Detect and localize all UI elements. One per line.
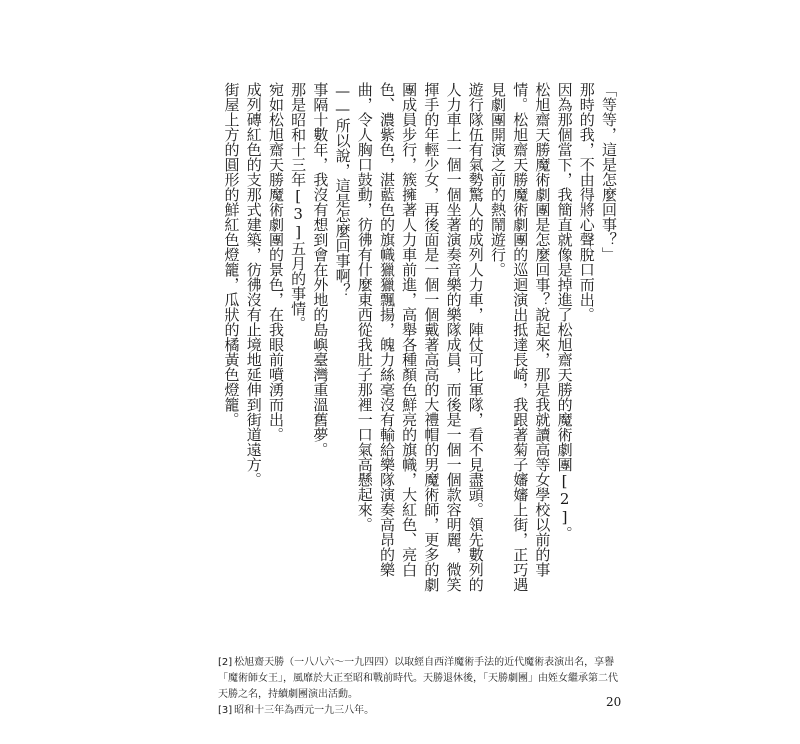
paragraph-1: 「等等，這是怎麼回事？」 [600,82,618,262]
footnote-text: 松旭齋天勝（一八八六～一九四四）以取經自西洋魔術手法的近代魔術表演出名，享譽「魔術師女王」，風靡於大正至昭和戰前時代。天勝退休後，「天勝劇團」由姪女繼承第二代天勝之名，持續劇團演出活動。 [218,657,618,700]
paragraph-8: 那是昭和十三年[3]五月的事情。 [289,82,308,331]
paragraph-4: 松旭齋天勝魔術劇團是怎麼回事？說起來，那是我就讀高等女學校以前的事情。松旭齋天勝魔術劇團的巡迴演出抵達長崎，我跟著菊子嬸嬸上街，正巧遇見劇團開演之前的熱鬧遊行。 [488,82,552,592]
footnote-text: 昭和十三年為西元一九三八年。 [234,705,375,716]
page-number: 20 [606,695,622,709]
footnote-mark: [2] [218,657,233,668]
vertical-body-text [220,82,620,602]
paragraph-7: 事隔十數年，我沒有想到會在外地的島嶼臺灣重溫舊夢。 [311,82,330,457]
footnote-3 [218,703,618,719]
paragraph-11: 街屋上方的圓形的鮮紅色燈籠，瓜狀的橘黃色燈籠。 [222,82,241,427]
paragraph-5: 遊行隊伍有氣勢驚人的成列人力車，陣仗可比軍隊，看不見盡頭。領先數列的人力車上一個一個坐著演奏音樂的樂隊成員，而後是一個一個款容明麗，微笑揮手的年輕少女，再後面是一個一個戴著高高的大禮帽的男魔術師，更多的劇團成員步行，簇擁著人力車前進，高舉各種顏色鮮亮的旗幟，大紅色、亮白色、濃紫色，湛藍色的旗幟獵獵飄揚，魄力絲毫沒有輸給樂隊演奏高昂的樂曲，令人胸口鼓動，彷彿有什麼東西從我肚子那裡一口氣高懸起來。 [355,82,485,592]
paragraph-9: 宛如松旭齋天勝魔術劇團的景色，在我眼前噴湧而出。 [266,82,285,442]
paragraph-2: 那時的我，不由得將心聲脫口而出。 [577,82,596,322]
footnotes [218,655,618,719]
paragraph-10: 成列磚紅色的支那式建築，彷彿沒有止境地延伸到街道遠方。 [244,82,263,487]
paragraph-3: 因為那個當下，我簡直就像是掉進了松旭齋天勝的魔術劇團[2]。 [555,82,574,541]
paragraph-6: ——所以說，這是怎麼回事啊？ [333,82,352,298]
footnote-2 [218,655,618,703]
footnote-mark: [3] [218,705,233,716]
